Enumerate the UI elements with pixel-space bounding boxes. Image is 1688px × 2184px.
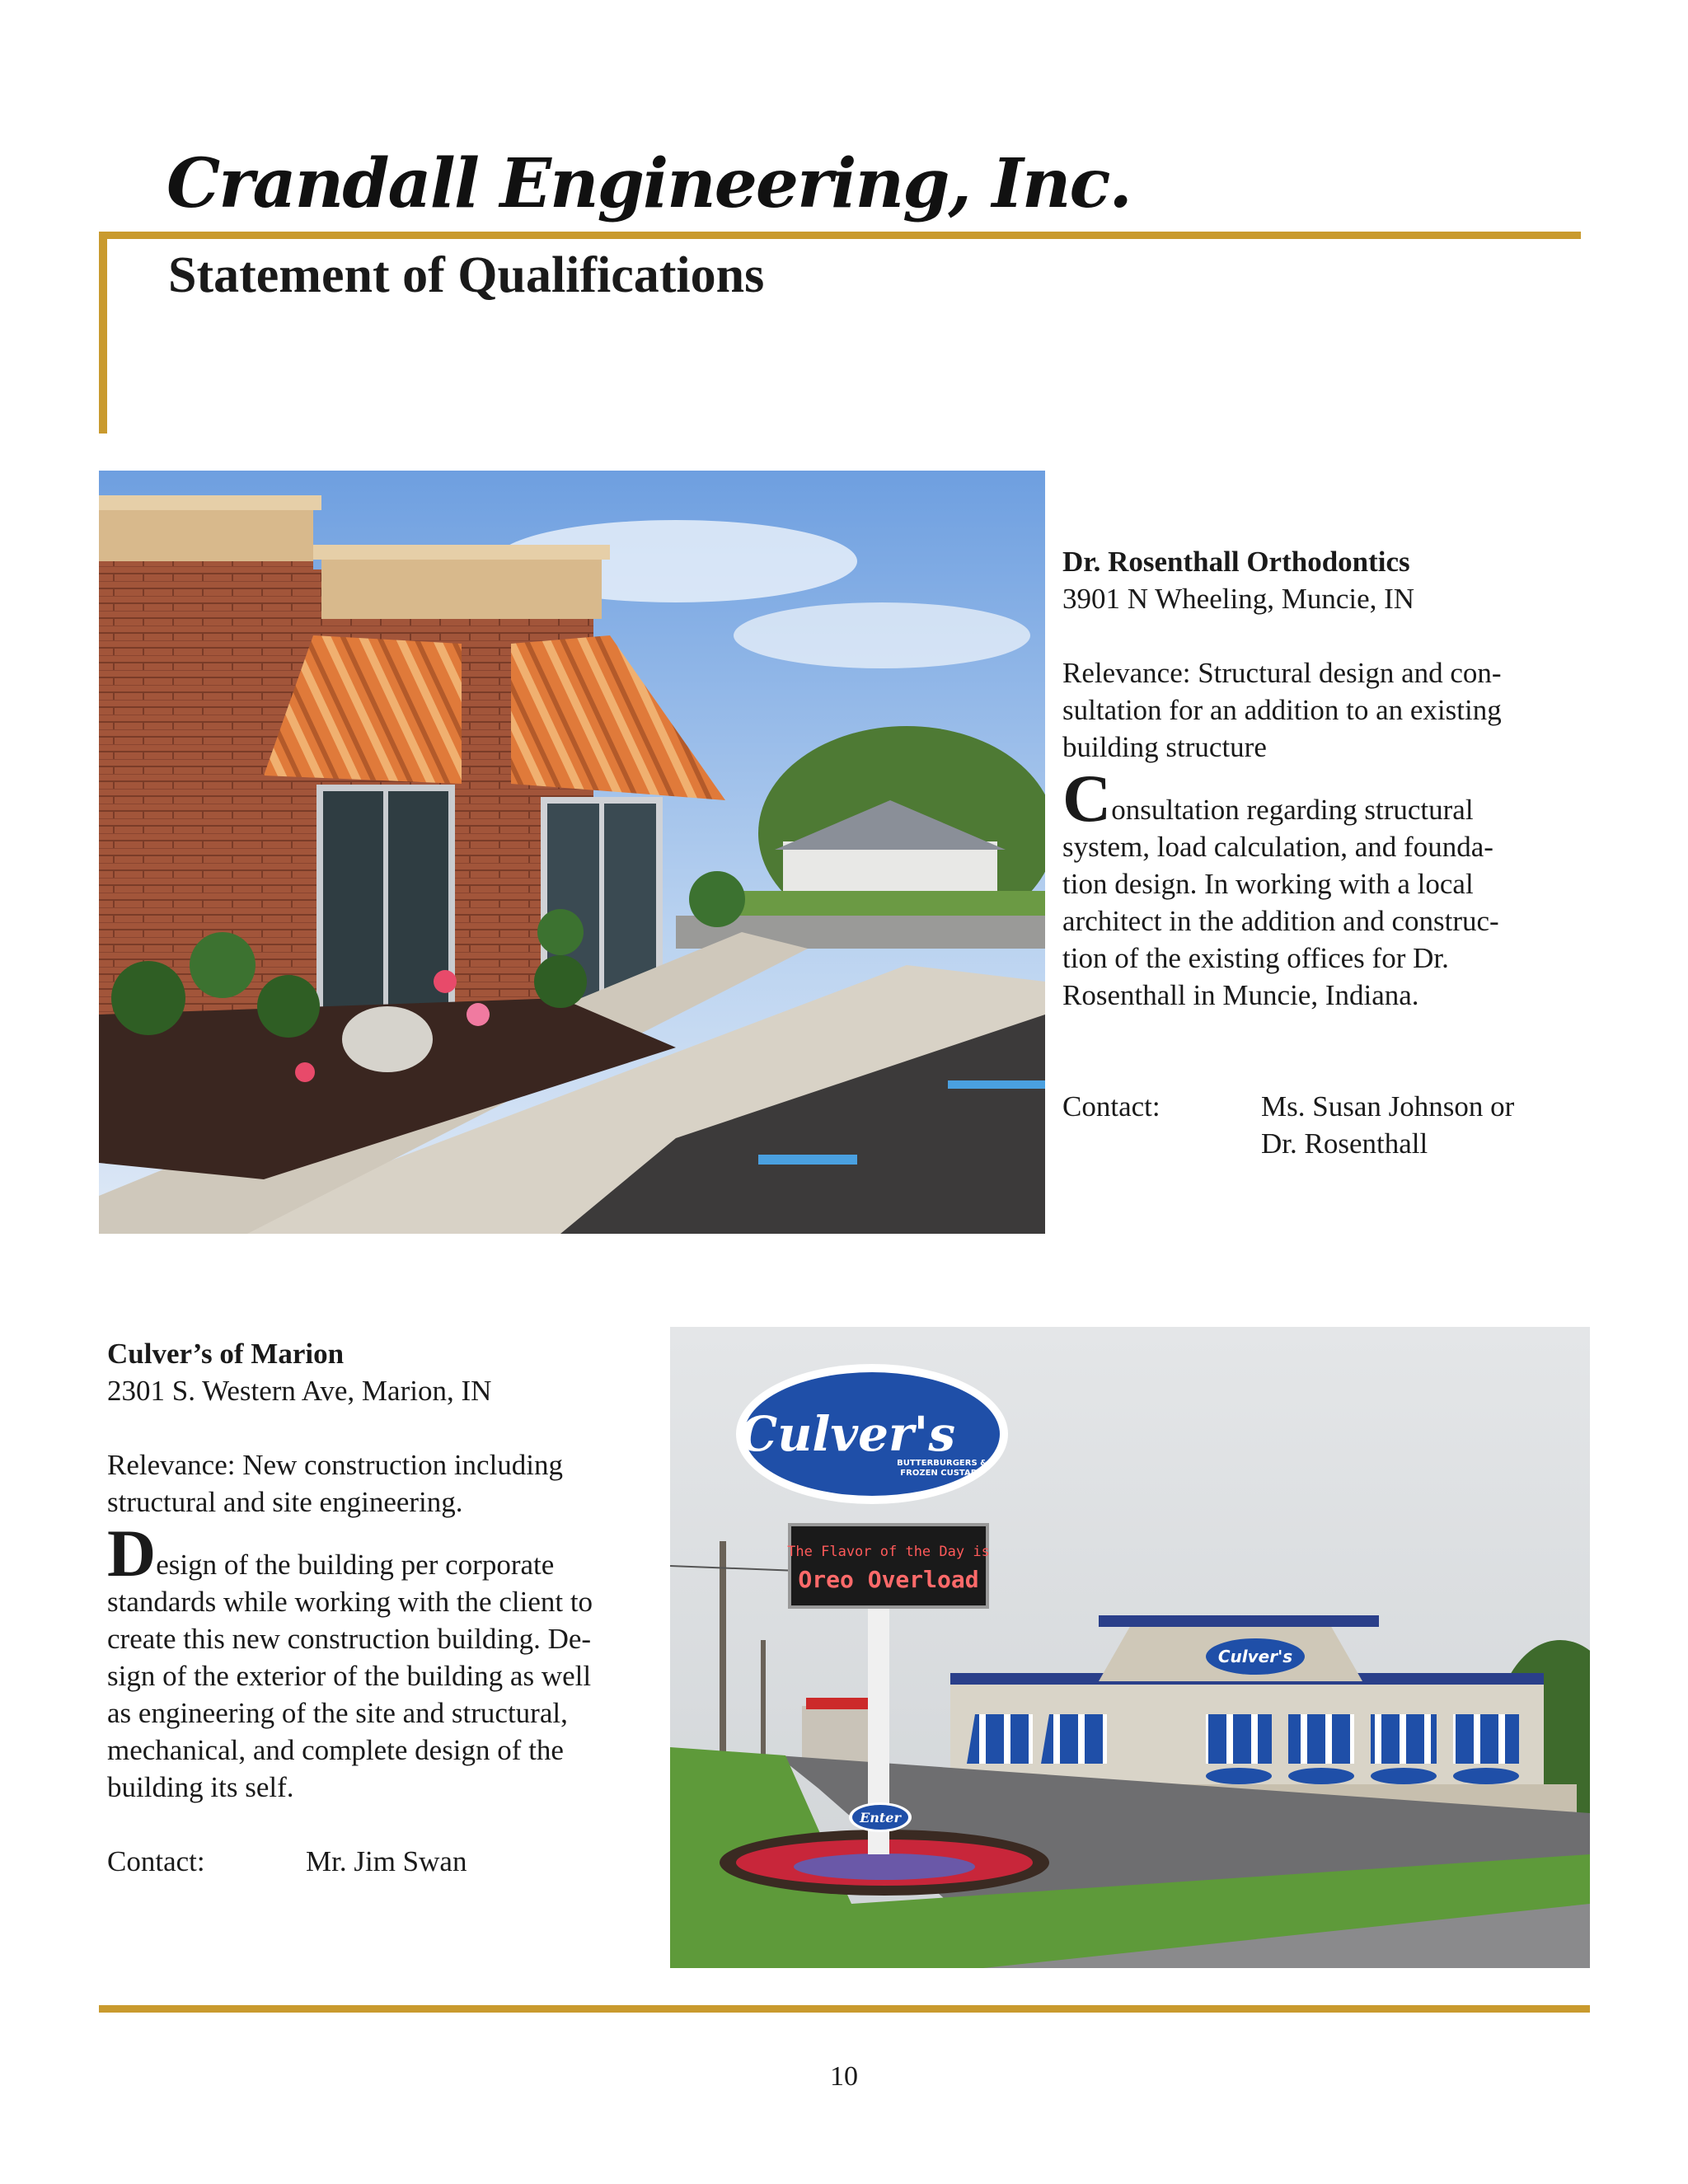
project-name: Culver’s of Marion — [107, 1338, 345, 1370]
description-line: mechanical, and complete design of the — [107, 1734, 564, 1766]
project-address: 2301 S. Western Ave, Marion, IN — [107, 1375, 492, 1407]
project-culvers — [107, 1335, 651, 1880]
description-first-line — [107, 1516, 651, 1591]
contact-row — [107, 1843, 651, 1880]
contact-label: Contact: — [1062, 1090, 1160, 1122]
company-name: Crandall Engineering, Inc. — [166, 144, 1131, 223]
pylon-sign-tagline: FROZEN CUSTARD — [900, 1469, 984, 1478]
relevance-line: structural and site engineering. — [107, 1486, 463, 1518]
contact-name: Dr. Rosenthall — [1261, 1127, 1428, 1160]
project-name: Dr. Rosenthall Orthodontics — [1062, 546, 1410, 578]
drop-cap: D — [107, 1516, 157, 1591]
description-line: architect in the addition and construc- — [1062, 905, 1499, 937]
contact-label: Contact: — [107, 1845, 205, 1877]
pylon-sign-tagline: BUTTERBURGERS & — [897, 1459, 987, 1468]
project-address: 3901 N Wheeling, Muncie, IN — [1062, 583, 1415, 615]
description-line: esign of the building per corporate — [156, 1549, 555, 1581]
relevance-line: sultation for an addition to an existing — [1062, 694, 1502, 726]
description-line: Rosenthall in Muncie, Indiana. — [1062, 979, 1419, 1011]
pylon-sign-logo: Culver's — [739, 1406, 955, 1462]
header-left-bar — [99, 232, 107, 434]
description-first-line — [1062, 761, 1590, 836]
page-number: 10 — [830, 2061, 858, 2092]
header-rule — [99, 232, 1581, 239]
description-line: tion design. In working with a local — [1062, 868, 1474, 900]
enter-sign-text: Enter — [860, 1810, 901, 1825]
project-orthodontics — [1062, 543, 1590, 1162]
relevance-line: Relevance: Structural design and con- — [1062, 657, 1502, 689]
footer-rule — [99, 2005, 1590, 2013]
description-line: onsultation regarding structural — [1111, 794, 1474, 826]
description-line: building its self. — [107, 1771, 294, 1803]
building-sign-text: Culver's — [1217, 1647, 1293, 1666]
document-subtitle: Statement of Qualifications — [168, 247, 765, 303]
relevance-line: building structure — [1062, 731, 1267, 763]
description-line: tion of the existing offices for Dr. — [1062, 942, 1449, 974]
contact-row — [1062, 1125, 1590, 1162]
contact-name: Ms. Susan Johnson or — [1261, 1090, 1515, 1122]
relevance-line: Relevance: New construction including — [107, 1449, 564, 1481]
description-line: standards while working with the client to — [107, 1586, 593, 1618]
drop-cap: C — [1062, 761, 1112, 836]
description-line: create this new construction building. De- — [107, 1623, 592, 1655]
description-line: sign of the exterior of the building as well — [107, 1660, 592, 1692]
marquee-line: The Flavor of the Day is — [787, 1544, 990, 1560]
description-line: system, load calculation, and founda- — [1062, 831, 1493, 863]
description-line: as engineering of the site and structural, — [107, 1697, 568, 1729]
contact-row — [1062, 1088, 1590, 1125]
orthodontics-office-photo — [99, 471, 1045, 1234]
contact-name: Mr. Jim Swan — [306, 1845, 467, 1877]
culvers-restaurant-photo — [670, 1327, 1590, 1968]
marquee-line: Oreo Overload — [798, 1566, 979, 1593]
